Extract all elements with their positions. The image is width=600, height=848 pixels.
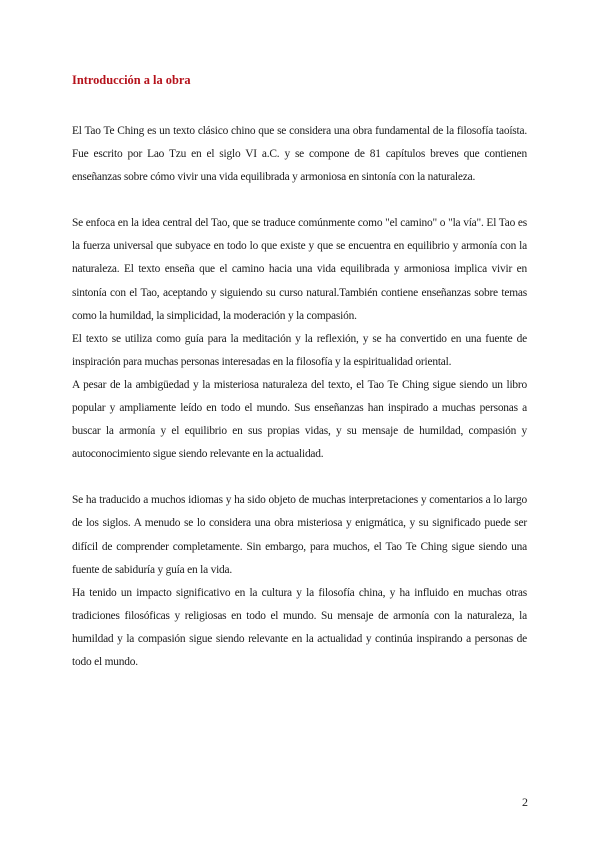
paragraph-meditation: El texto se utiliza como guía para la meditación y la reflexión, y se ha convertido en una fuente de inspiración para muchas personas interesadas en la filosofía y la espiritualidad oriental. bbox=[72, 332, 527, 368]
paragraph-popularity: A pesar de la ambigüedad y la misteriosa naturaleza del texto, el Tao Te Ching sigue siendo un libro popular y ampliamente leído en todo el mundo. Sus enseñanzas han inspirado a muchas personas a buscar la armonía y el equilibrio en sus propias vidas, y su mensaje de humildad, compasión y autoconocimiento sigue siendo relevante en la actualidad. bbox=[72, 378, 527, 461]
section-heading: Introducción a la obra bbox=[72, 73, 191, 87]
page-number: 2 bbox=[522, 795, 528, 809]
paragraph-translations: Se ha traducido a muchos idiomas y ha sido objeto de muchas interpretaciones y comentarios a lo largo de los siglos. A menudo se lo considera una obra misteriosa y enigmática, y su significado puede ser difícil de comprender completamente. Sin embargo, para muchos, el Tao Te Ching sigue siendo una fuente de sabiduría y guía en la vida. bbox=[72, 494, 527, 576]
paragraph-tao-concept: Se enfoca en la idea central del Tao, que se traduce comúnmente como "el camino" o "la vía". El Tao es la fuerza universal que subyace en todo lo que existe y que se encuentra en equilibrio y armonía con la naturaleza. El texto enseña que el camino hacia una vida equilibrada y armoniosa implica vivir en sintonía con el Tao, aceptando y siguiendo su curso natural.También contiene enseñanzas sobre temas como la humildad, la simplicidad, la moderación y la compasión. bbox=[72, 217, 527, 322]
paragraph-intro: El Tao Te Ching es un texto clásico chino que se considera una obra fundamental de la filosofía taoísta. Fue escrito por Lao Tzu en el siglo VI a.C. y se compone de 81 capítulos breves que contienen enseñanzas sobre cómo vivir una vida equilibrada y armoniosa en sintonía con la naturaleza. bbox=[72, 125, 527, 184]
paragraph-impact: Ha tenido un impacto significativo en la cultura y la filosofía china, y ha influido en muchas otras tradiciones filosóficas y religiosas en todo el mundo. Su mensaje de armonía con la naturaleza, la humildad y la compasión sigue siendo relevante en la actualidad y continúa inspirando a personas de todo el mundo. bbox=[72, 586, 527, 668]
body-text bbox=[72, 120, 527, 674]
